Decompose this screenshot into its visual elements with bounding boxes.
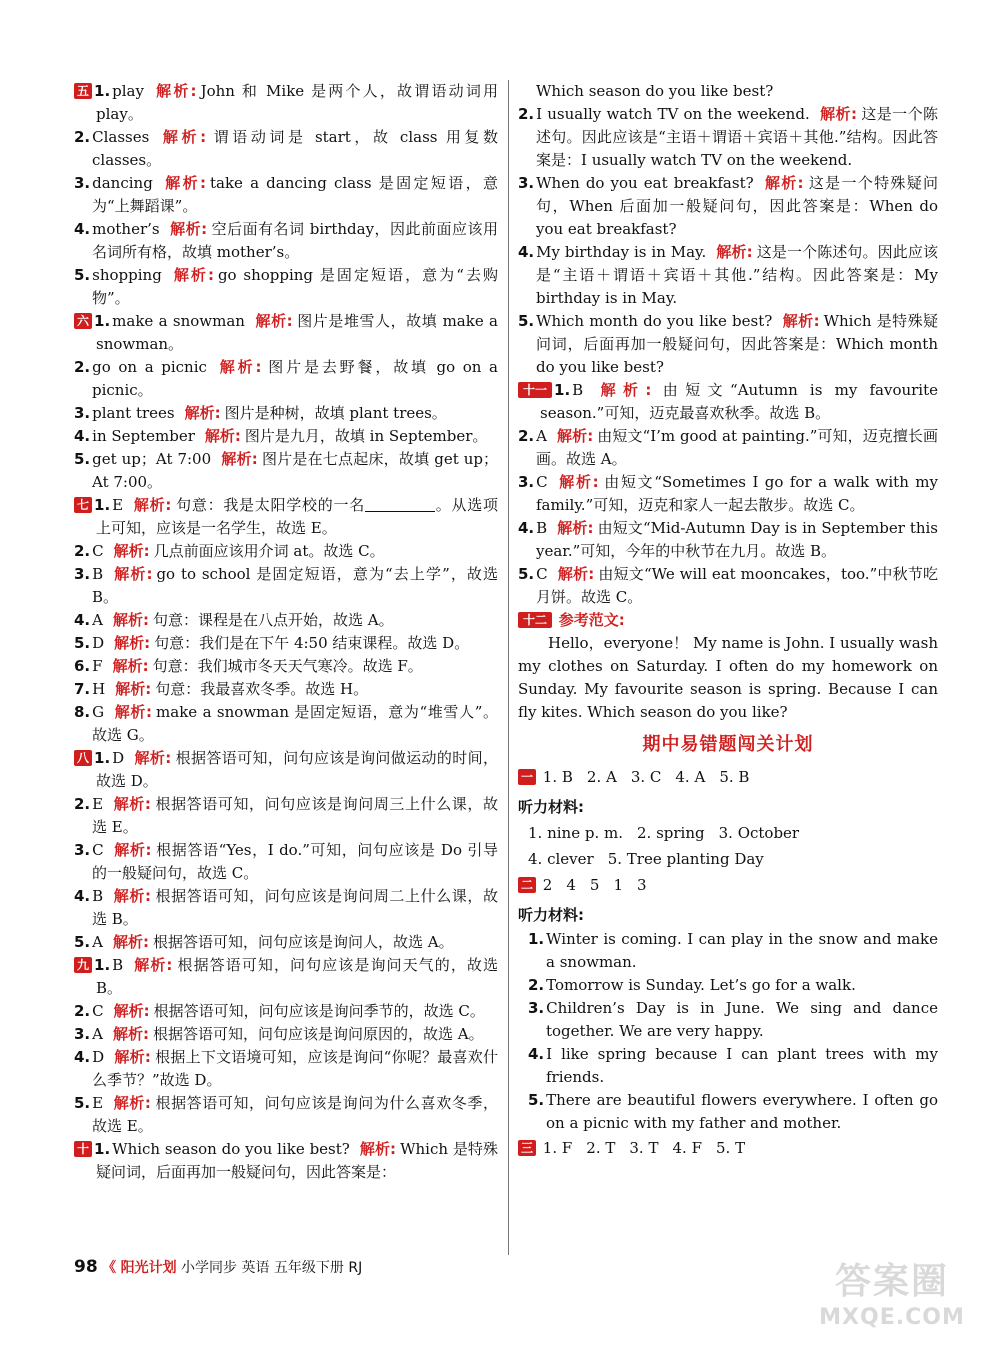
answer-text: make a snowman [112,312,245,330]
explanation-label: 解析: [112,933,149,951]
sample-essay: Hello，everyone！ My name is John. I usually wash my clothes on Saturday. I often do my homework on Sunday. My favourite season is spring. Because I can fly kites. Which season do you like? [518,634,938,721]
answer-item [74,747,498,793]
answer-item [74,931,498,954]
answer-text: I usually watch TV on the weekend. [536,105,810,123]
item-number: 3. [74,174,91,192]
listening-line [528,928,938,974]
item-number: 3. [74,565,91,583]
explanation-text: 图片是九月，故填 in September。 [244,427,488,445]
item-number: 5. [518,312,535,330]
item-number: 2. [74,542,91,560]
explanation-text: 图片是堆雪人，故填 make a snowman。 [96,312,498,353]
explanation-text: 根据答语可知，问句应该是询问人，故选 A。 [152,933,454,951]
answer-item [518,103,938,172]
answer-item [74,678,498,701]
explanation-text: 这是一个陈述句。因此应该是“主语＋谓语＋宾语＋其他.”结构。因此答案是：I usually watch TV on the weekend. [536,105,938,169]
answer-value: 5. B [719,768,750,786]
answer-item [74,126,498,172]
answer-text: My birthday is in May. [536,243,707,261]
explanation-label: 解析: [359,1140,397,1158]
answer-value: 2. T [586,1139,616,1157]
answer-text: get up；At 7:00 [92,450,212,468]
explanation-text: 由短文“Sometimes I go for a walk with my family.”可知，迈克和家人一起去散步。故选 C。 [536,473,939,514]
item-number: 3. [518,473,535,491]
section-badge: 五 [74,83,92,99]
answer-item [74,954,498,1000]
answer-value: 5 [589,876,600,894]
answer-value: 2. A [586,768,617,786]
explanation-text: 。从选项上可知，应该是一名学生，故选 E。 [96,496,498,537]
section-badge: 六 [74,313,92,329]
explanation-label: 解析: [114,634,151,652]
answer-text: Which season do you like best? [112,1140,350,1158]
explanation-label: 解析: [557,519,594,537]
explanation-text: 图片是在七点起床，故填 get up；At 7:00。 [92,450,499,491]
explanation-label: 解析: [763,174,804,192]
answer-item [74,540,498,563]
explanation-label: 解析: [716,243,753,261]
answer-text: C [92,841,104,859]
explanation-label: 解析: [113,841,152,859]
section-badge: 十一 [518,382,552,398]
fill-blank [365,497,435,512]
explanation-label: 解析: [113,542,150,560]
answer-item [74,885,498,931]
item-number: 1. [94,1140,111,1158]
item-number: 2. [518,105,535,123]
explanation-text: 根据答语可知，问句应该是询问季节的，故选 C。 [153,1002,485,1020]
explanation-label: 解析: [557,565,595,583]
explanation-label: 解析: [134,749,172,767]
explanation-label: 解析: [169,220,208,238]
listening-line [528,997,938,1043]
item-number: 6. [74,657,91,675]
answer-item [74,356,498,402]
item-number: 3. [74,1025,91,1043]
item-number: 5. [74,933,91,951]
answer-item [74,563,498,609]
explanation-text: 句意：课程是在八点开始，故选 A。 [152,611,394,629]
item-number: 1. [94,749,111,767]
explanation-label: 解析: [171,266,214,284]
watermark [802,1260,982,1340]
column-divider [508,80,509,1255]
answer-item [74,494,498,540]
answer-text: go on a picnic [92,358,207,376]
section-12 [518,609,938,632]
item-number: 4. [518,243,535,261]
item-number: 2. [74,128,91,146]
answer-item [74,310,498,356]
page-footer [74,1257,362,1278]
answer-item [518,310,938,379]
answer-text: Classes [92,128,150,146]
item-number: 5. [528,1091,545,1109]
answer-text: play [112,82,144,100]
item-number: 3. [74,841,91,859]
section-badge: 三 [518,1140,536,1156]
item-number: 4. [528,1045,545,1063]
answer-item [74,1046,498,1092]
answer-item [74,793,498,839]
item-number: 4. [74,427,91,445]
explanation-label: 解析: [593,381,652,399]
listening-text: There are beautiful flowers everywhere. I often go on a picnic with my father and mother. [546,1091,938,1132]
answer-item [74,218,498,264]
answer-value: 4. A [675,768,706,786]
explanation-text: 根据答语可知，问句应该是询问原因的，故选 A。 [152,1025,484,1043]
answer-item [518,172,938,241]
answer-text: A [92,933,103,951]
answer-text: Which month do you like best? [536,312,773,330]
explanation-text: 句意：我们城市冬天天气寒冷。故选 F。 [152,657,423,675]
explanation-label: 解析: [557,473,599,491]
item-number: 1. [94,312,111,330]
answer-item [74,1000,498,1023]
answer-value: 5. T [715,1139,746,1157]
explanation-label: 解析: [556,427,594,445]
listening-answers-row [518,820,938,846]
explanation-label: 解析: [112,611,149,629]
item-number: 3. [74,404,91,422]
section-badge: 九 [74,957,92,973]
answer-value: 3 [636,876,647,894]
explanation-label: 解析: [113,795,151,813]
explanation-label: 解析: [216,358,262,376]
answer-item [74,425,498,448]
listening-answers-row [518,846,938,872]
answer-value: 3. October [718,824,800,842]
answer-text: B [112,956,124,974]
explanation-text: Which 是特殊疑问词，后面再加一般疑问句，因此答案是： [96,1140,498,1181]
answer-item [74,172,498,218]
section-badge: 一 [518,769,536,785]
explanation-text: 根据答语可知，问句应该是询问天气的，故选 B。 [96,956,498,997]
item-number: 1. [94,82,111,100]
answer-item [74,80,498,126]
answer-item [74,655,498,678]
answer-text: in September [92,427,195,445]
explanation-text: make a snowman 是固定短语，意为“堆雪人”。故选 G。 [92,703,499,744]
answer-text: B [92,565,104,583]
listening-text: Winter is coming. I can play in the snow and make a snowman. [546,930,938,971]
explanation-text: go to school 是固定短语，意为“去上学”，故选 B。 [92,565,499,606]
answer-text: B [536,519,548,537]
explanation-text: 谓语动词是 start，故 class 用复数 classes。 [92,128,498,169]
item-number: 4. [74,220,91,238]
item-number: 4. [74,611,91,629]
answer-text: A [536,427,547,445]
explanation-text: Which 是特殊疑问词，后面再加一般疑问句，因此答案是：Which month do you like best? [536,312,938,376]
answer-text: D [92,634,105,652]
explanation-label: 解析: [159,128,207,146]
answer-item [518,425,938,471]
explanation-label: 解析: [113,1094,151,1112]
brand-name: 阳光计划 [120,1260,177,1276]
explanation-text: 由短文“I’m good at painting.”可知，迈克擅长画画。故选 A。 [536,427,939,468]
answer-value: 1. F [542,1139,573,1157]
right-column [518,80,938,1161]
section-badge: 十二 [518,612,552,628]
answer-item [74,402,498,425]
answer-text: H [92,680,106,698]
item-number: 5. [74,266,91,284]
explanation-text: 这是一个陈述句。因此应该是“主语＋谓语＋宾语＋其他.”结构。因此答案是：My birthday is in May. [536,243,939,307]
explanation-label: 解析: [221,450,258,468]
answer-item [74,839,498,885]
explanation-label: 解析: [112,1025,149,1043]
explanation-text: 由短文“Mid-Autumn Day is in September this year.”可知，今年的中秋节在九月。故选 B。 [536,519,938,560]
answer-text: A [92,611,103,629]
explanation-label: 解析: [204,427,241,445]
explanation-text: take a dancing class 是固定短语，意为“上舞蹈课”。 [92,174,499,215]
answer-value: 2. spring [636,824,705,842]
explanation-label: 解析: [114,1048,151,1066]
section-badge: 八 [74,750,92,766]
answer-item [518,379,938,425]
answer-value: 4. F [672,1139,702,1157]
answer-item [518,563,938,609]
explanation-text: 根据答语可知，问句应该是询问为什么喜欢冬季，故选 E。 [92,1094,498,1135]
answer-item [74,632,498,655]
section-badge: 二 [518,877,536,893]
answer-text: D [92,1048,105,1066]
left-column [74,80,498,1184]
explanation-text: 根据答语可知，问句应该是询问周三上什么课，故选 E。 [92,795,498,836]
listening-line [528,974,938,997]
answer-value: 4. clever [528,850,594,868]
item-number: 8. [74,703,91,721]
item-number: 2. [528,976,545,994]
explanation-text: 句意：我们是在下午 4:50 结束课程。故选 D。 [154,634,470,652]
item-number: 2. [74,358,91,376]
book-info: 小学同步 英语 五年级下册 RJ [181,1260,363,1276]
answer-item [74,264,498,310]
explanation-label: 解析: [113,887,151,905]
item-number: 3. [528,999,545,1017]
answer-text: C [92,1002,104,1020]
answer-item [74,448,498,494]
explanation-label: 解析: [782,312,820,330]
explanation-label: 解析: [113,1002,150,1020]
answer-value: 3. T [629,1139,659,1157]
item-number: 2. [518,427,535,445]
watermark-line: 答案圈 [834,1261,949,1302]
explanation-text: 图片是去野餐，故填 go on a picnic。 [92,358,499,399]
listening-line [528,1089,938,1135]
answer-value: 5. Tree planting Day [607,850,764,868]
explanation-text: John 和 Mike 是两个人，故谓语动词用 play。 [96,82,499,123]
answer-item [518,517,938,563]
explanation-text: 句意：我最喜欢冬季。故选 H。 [155,680,369,698]
answer-text: F [92,657,103,675]
answer-text: B [572,381,584,399]
explanation-label: 解析: [133,496,172,514]
item-number: 5. [74,1094,91,1112]
explanation-text: 根据答语可知，问句应该是询问做运动的时间，故选 D。 [96,749,498,790]
listening-text: Tomorrow is Sunday. Let’s go for a walk. [546,976,856,994]
explanation-label: 解析: [162,174,206,192]
answer-text: plant trees [92,404,175,422]
answer-value: 4 [566,876,576,894]
answer-item [74,1023,498,1046]
explanation-text: go shopping 是固定短语，意为“去购物”。 [92,266,498,307]
item-number: 5. [518,565,535,583]
item-number: 2. [74,795,91,813]
explanation-label: 解析: [133,956,173,974]
answer-value: 1. B [542,768,573,786]
listening-heading: 听力材料: [518,798,584,816]
item-number: 1. [528,930,545,948]
answer-item [74,1138,498,1184]
answer-text: C [92,542,104,560]
listening-heading: 听力材料: [518,906,584,924]
explanation-text: 图片是种树，故填 plant trees。 [224,404,447,422]
answer-text: shopping [92,266,162,284]
explanation-label: 解析: [819,105,857,123]
answer-text: mother’s [92,220,160,238]
item-number: 1. [94,496,111,514]
answer-item [74,609,498,632]
section-badge: 十 [74,1141,92,1157]
answer-text: C [536,473,548,491]
explanation-text: 根据答语可知，问句应该是询问周二上什么课，故选 B。 [92,887,498,928]
listening-line [528,1043,938,1089]
listening-text: I like spring because I can plant trees with my friends. [546,1045,938,1086]
midterm-part-2 [518,872,938,898]
item-number: 4. [74,1048,91,1066]
explanation-label: 解析: [184,404,221,422]
item-number: 1. [554,381,571,399]
continued-answer: Which season do you like best? [536,82,774,100]
item-number: 3. [518,174,535,192]
midterm-part-1 [518,764,938,790]
explanation-label: 解析: [153,82,197,100]
answer-text: E [92,795,104,813]
listening-text: Children’s Day is in June. We sing and dance together. We are very happy. [546,999,938,1040]
answer-text: E [92,1094,104,1112]
item-number: 4. [518,519,535,537]
item-number: 5. [74,634,91,652]
explanation-label: 解析: [115,680,152,698]
answer-item [518,471,938,517]
item-number: 4. [74,887,91,905]
double-chevron-icon: 《 [102,1260,117,1276]
answer-item [74,1092,498,1138]
item-number: 5. [74,450,91,468]
explanation-text: 由短文“Autumn is my favourite season.”可知，迈克最喜欢秋季。故选 B。 [540,381,939,422]
answer-text: B [92,887,104,905]
watermark-line: MXQE.COM [819,1305,965,1330]
answer-text: When do you eat breakfast? [536,174,754,192]
midterm-part-3 [518,1135,938,1161]
reference-label: 参考范文: [558,611,625,629]
answer-text: D [112,749,125,767]
explanation-text: 根据答语“Yes，I do.”可知，问句应该是 Do 引导的一般疑问句，故选 C。 [92,841,499,882]
section-title: 期中易错题闯关计划 [642,734,814,755]
item-number: 2. [74,1002,91,1020]
explanation-text: 空后面有名词 birthday，因此前面应该用名词所有格，故填 mother’s。 [92,220,498,261]
item-number: 1. [94,956,111,974]
answer-text: E [112,496,124,514]
section-badge: 七 [74,497,92,513]
answer-value: 2 [542,876,553,894]
answer-text: G [92,703,105,721]
answer-text: dancing [92,174,153,192]
explanation-label: 解析: [114,703,153,721]
item-number: 7. [74,680,91,698]
answer-item [518,241,938,310]
answer-value: 1 [613,876,623,894]
explanation-label: 解析: [254,312,293,330]
page-number: 98 [74,1257,98,1277]
explanation-text: 根据上下文语境可知，应该是询问“你呢？最喜欢什么季节？”故选 D。 [92,1048,499,1089]
answer-value: 3. C [630,768,662,786]
answer-value: 1. nine p. m. [528,824,623,842]
explanation-text: 句意：我是太阳学校的一名 [175,496,366,514]
explanation-text: 这是一个特殊疑问句，When 后面加一般疑问句，因此答案是：When do you eat breakfast? [536,174,938,238]
explanation-label: 解析: [112,657,149,675]
answer-text: C [536,565,548,583]
explanation-text: 几点前面应该用介词 at。故选 C。 [153,542,385,560]
answer-text: A [92,1025,103,1043]
explanation-label: 解析: [113,565,153,583]
explanation-text: 由短文“We will eat mooncakes，too.”中秋节吃月饼。故选 C。 [536,565,939,606]
answer-item [74,701,498,747]
